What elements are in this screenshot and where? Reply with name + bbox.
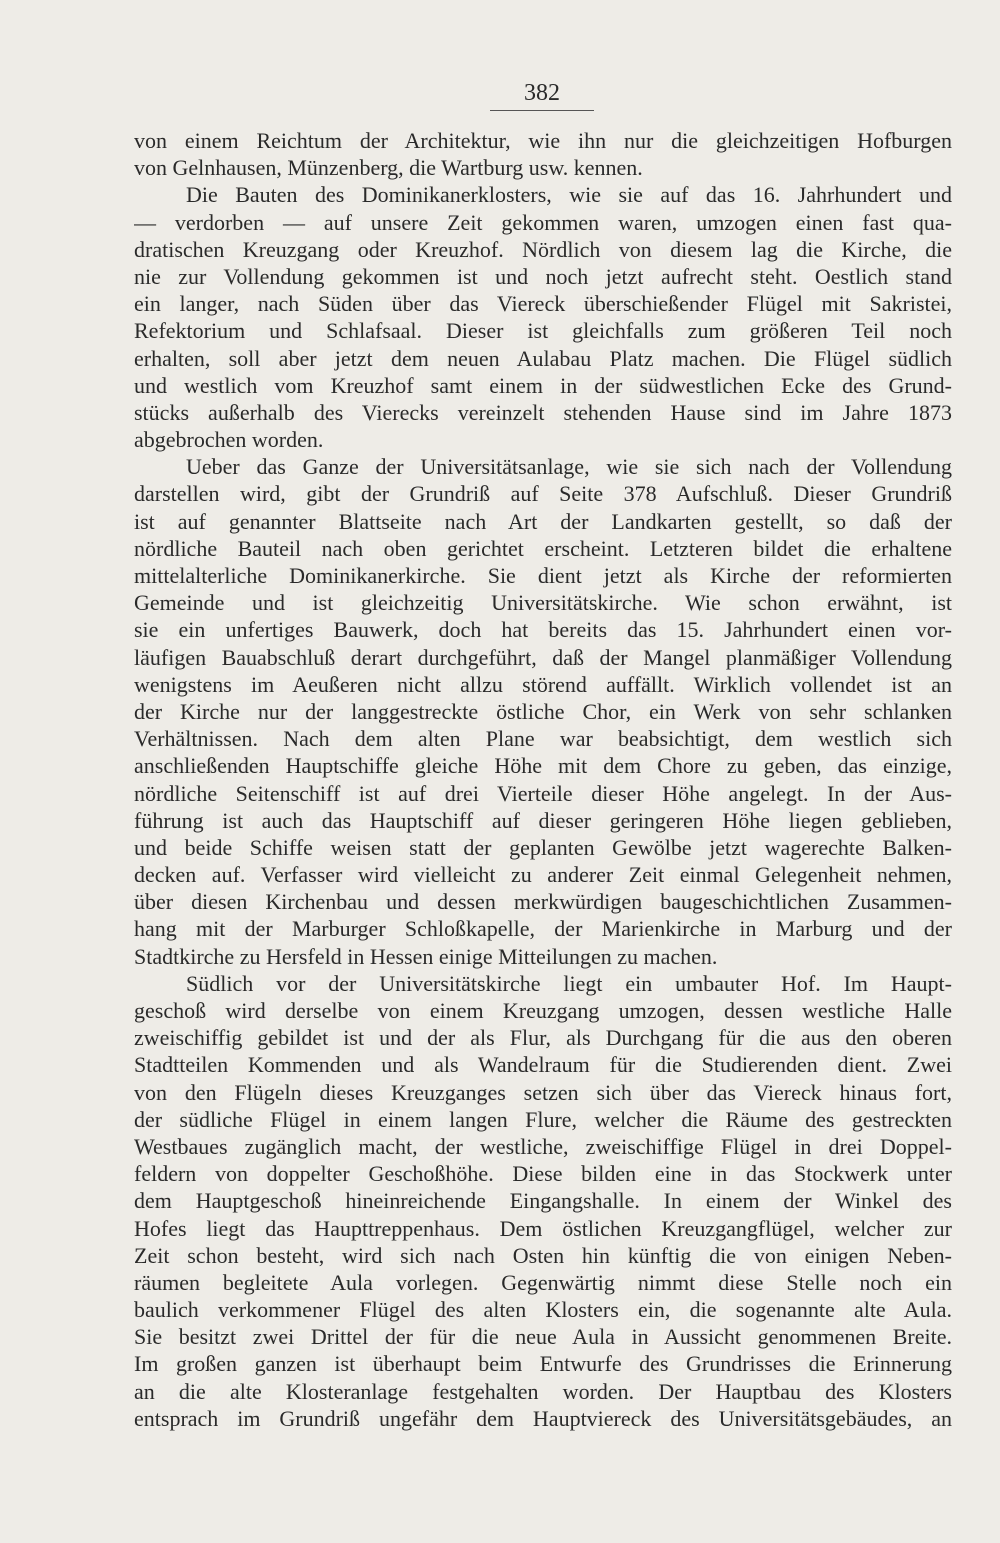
text-line: von Gelnhausen, Münzenberg, die Wartburg usw. kennen. [134,155,643,181]
text-line: und westlich vom Kreuzhof samt einem in der südwestlichen Ecke des Grund- [134,372,952,398]
text-line: an die alte Klosteranlage festgehalten worden. Der Hauptbau des Klosters [134,1378,952,1404]
text-line: von einem Reichtum der Architektur, wie ihn nur die gleichzeitigen Hofburgen [134,128,952,153]
body-text [134,127,952,1432]
text-line: führung ist auch das Hauptschiff auf dieser geringeren Höhe liegen geblieben, [134,807,952,833]
text-line: anschließenden Hauptschiffe gleiche Höhe mit dem Chore zu geben, das einzige, [134,753,952,779]
text-line: Hofes liegt das Haupttreppenhaus. Dem östlichen Kreuzgangflügel, welcher zur [134,1215,952,1241]
text-line: wenigstens im Aeußeren nicht allzu störend auffällt. Wirklich vollendet ist an [134,671,952,697]
text-line: darstellen wird, gibt der Grundriß auf Seite 378 Aufschluß. Dieser Grundriß [134,481,952,507]
text-line: der südliche Flügel in einem langen Flure, welcher die Räume des gestreckten [134,1106,952,1132]
text-line: nördliche Seitenschiff ist auf drei Vierteile dieser Höhe angelegt. In der Aus- [134,780,952,806]
text-line: zweischiffig gebildet ist und der als Flur, als Durchgang für die aus den oberen [134,1025,952,1051]
text-line: Sie besitzt zwei Drittel der für die neue Aula in Aussicht genommenen Breite. [134,1324,952,1350]
text-line: dem Hauptgeschoß hineinreichende Eingangshalle. In einem der Winkel des [134,1188,952,1214]
text-line: baulich verkommener Flügel des alten Klosters ein, die sogenannte alte Aula. [134,1297,952,1323]
text-line: mittelalterliche Dominikanerkirche. Sie dient jetzt als Kirche der reformierten [134,563,952,588]
text-line: ein langer, nach Süden über das Viereck überschießender Flügel mit Sakristei, [134,291,952,317]
text-line: entsprach im Grundriß ungefähr dem Hauptviereck des Universitätsgebäudes, an [134,1405,952,1431]
text-line: ist auf genannter Blattseite nach Art der Landkarten gestellt, so daß der [134,508,952,534]
text-line: der Kirche nur der langgestreckte östliche Chor, ein Werk von sehr schlanken [134,698,952,724]
text-line: Stadtteilen Kommenden und als Wandelraum für die Studierenden dient. Zwei [134,1052,952,1078]
text-line: und beide Schiffe weisen statt der geplanten Gewölbe jetzt wagerechte Balken- [134,834,952,860]
text-line: Ueber das Ganze der Universitätsanlage, wie sie sich nach der Vollendung [186,454,952,480]
text-line: Refektorium und Schlafsaal. Dieser ist gleichfalls zum größeren Teil noch [134,318,952,344]
text-line: Westbaues zugänglich macht, der westliche, zweischiffige Flügel in drei Doppel- [134,1133,952,1159]
text-line: Zeit schon besteht, wird sich nach Osten hin künftig die von einigen Neben- [134,1242,952,1268]
text-line: räumen begleitete Aula vorlegen. Gegenwärtig nimmt diese Stelle noch ein [134,1269,952,1295]
text-line: — verdorben — auf unsere Zeit gekommen waren, umzogen einen fast qua- [134,209,952,235]
text-line: sie ein unfertiges Bauwerk, doch hat bereits das 15. Jahrhundert einen vor- [134,617,952,643]
text-line: Verhältnissen. Nach dem alten Plane war beabsichtigt, dem westlich sich [134,726,952,752]
text-line: nördliche Bauteil nach oben gerichtet erscheint. Letzteren bildet die erhaltene [134,535,952,561]
text-line: dratischen Kreuzgang oder Kreuzhof. Nördlich von diesem lag die Kirche, die [134,236,952,262]
page-number: 382 [490,80,594,111]
text-line: stücks außerhalb des Vierecks vereinzelt stehenden Hause sind im Jahre 1873 [134,399,952,425]
text-line: läufigen Bauabschluß derart durchgeführt, daß der Mangel planmäßiger Vollendung [134,644,952,670]
text-line: decken auf. Verfasser wird vielleicht zu anderer Zeit einmal Gelegenheit nehmen, [134,862,952,888]
text-line: von den Flügeln dieses Kreuzganges setzen sich über das Viereck hinaus fort, [134,1079,952,1105]
text-line: Im großen ganzen ist überhaupt beim Entwurfe des Grundrisses die Erinnerung [134,1351,952,1377]
text-line: hang mit der Marburger Schloßkapelle, der Marienkirche in Marburg und der [134,916,952,942]
text-line: erhalten, soll aber jetzt dem neuen Aulabau Platz machen. Die Flügel südlich [134,345,952,371]
text-line: Südlich vor der Universitätskirche liegt ein umbauter Hof. Im Haupt- [186,970,952,996]
text-line: über diesen Kirchenbau und dessen merkwürdigen baugeschichtlichen Zusammen- [134,889,952,915]
text-line: Gemeinde und ist gleichzeitig Universitätskirche. Wie schon erwähnt, ist [134,590,952,616]
text-line: Stadtkirche zu Hersfeld in Hessen einige Mitteilungen zu machen. [134,943,718,969]
text-line: nie zur Vollendung gekommen ist und noch jetzt aufrecht steht. Oestlich stand [134,263,952,289]
text-line: Die Bauten des Dominikanerklosters, wie sie auf das 16. Jahrhundert und [186,182,952,208]
text-line: abgebrochen worden. [134,427,324,453]
text-line: geschoß wird derselbe von einem Kreuzgang umzogen, dessen westliche Halle [134,998,952,1023]
text-line: feldern von doppelter Geschoßhöhe. Diese bilden eine in das Stockwerk unter [134,1161,952,1187]
